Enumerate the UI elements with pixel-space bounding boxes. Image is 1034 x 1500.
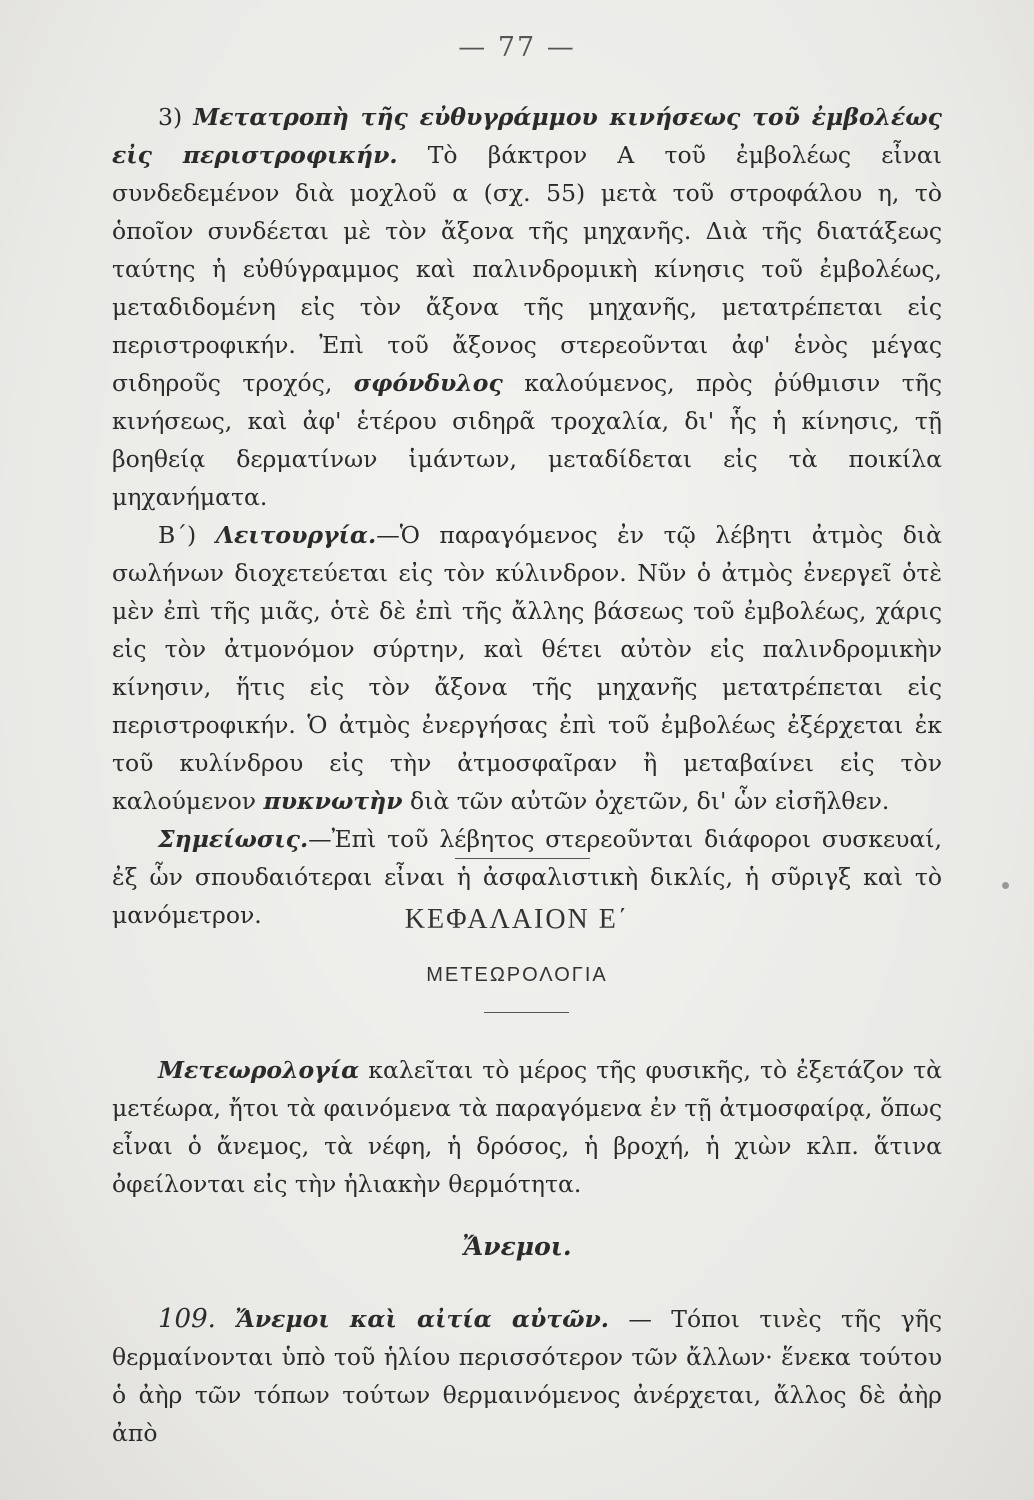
term-meteorology: Μετεωρολογία	[158, 1056, 360, 1084]
paragraph-title: Ἄνεμοι καὶ αἰτία αὐτῶν.	[235, 1305, 609, 1333]
chapter-subtitle: ΜΕΤΕΩΡΟΛΟΓΙΑ	[426, 964, 608, 986]
paragraph-number: 3)	[158, 103, 194, 131]
paragraph-109	[112, 1300, 942, 1452]
chapter-title: ΚΕΦΑΛΑΙΟΝ Ε΄	[404, 904, 630, 935]
paragraph-definition	[112, 1051, 942, 1203]
paragraph-text: —Ὁ παραγόμενος ἐν τῷ λέβητι ἀτμὸς διὰ σωλήνων διοχετεύεται εἰς τὸν κύλινδρον. Νῦν ὁ ἀτμὸς ἐνεργεῖ ὁτὲ μὲν ἐπὶ τῆς μιᾶς, ὁτὲ δὲ ἐπὶ τῆς ἄλλης βάσεως τοῦ ἐμβολέως, χάρις εἰς τὸν ἀτμονόμον σύρτην, καὶ θέτει αὐτὸν εἰς παλινδρομικὴν κίνησιν, ἥτις εἰς τὸν ἄξονα τῆς μηχανῆς μετατρέπεται εἰς περιστροφικήν. Ὁ ἀτμὸς ἐνεργήσας ἐπὶ τοῦ ἐμβολέως ἐξέρχεται ἐκ τοῦ κυλίνδρου εἰς τὴν ἀτμοσφαῖραν ἢ μεταβαίνει εἰς τὸν καλούμενον	[112, 521, 942, 815]
paragraph-conversion	[112, 98, 942, 516]
section-winds	[112, 1300, 942, 1452]
paragraph-text: Τὸ βάκτρον Α τοῦ ἐμβολέως εἶναι συνδεδεμένον διὰ μοχλοῦ α (σχ. 55) μετὰ τοῦ στροφάλου η, τὸ ὁποῖον συνδέεται μὲ τὸν ἄξονα τῆς μηχανῆς. Διὰ τῆς διατάξεως ταύτης ἡ εὐθύγραμμος καὶ παλινδρομικὴ κίνησις τοῦ ἐμβολέως, μεταδιδομένη εἰς τὸν ἄξονα τῆς μηχανῆς, μετατρέπεται εἰς περιστροφικήν. Ἐπὶ τοῦ ἄξονος στερεοῦνται ἀφ' ἑνὸς μέγας σιδηροῦς τροχός,	[112, 141, 942, 397]
definition-text: καλεῖται τὸ μέρος τῆς φυσικῆς, τὸ ἐξετάζον τὰ μετέωρα, ἤτοι τὰ φαινόμενα τὰ παραγόμενα ἐν τῇ ἀτμοσφαίρᾳ, ὅπως εἶναι ὁ ἄνεμος, τὰ νέφη, ἡ δρόσος, ἡ βροχή, ἡ χιὼν κλπ. ἅτινα ὀφείλονται εἰς τὴν ἡλιακὴν θερμότητα.	[112, 1056, 942, 1198]
paragraph-number: Β΄)	[158, 521, 216, 549]
divider-chapter	[484, 1012, 569, 1013]
section-steam-engine	[112, 98, 942, 934]
page-number: — 77 —	[458, 32, 576, 63]
print-speck	[1002, 882, 1009, 889]
paragraph-title: Μετατροπὴ τῆς εὐθυγράμμου κινήσεως τοῦ ἐμβολέως εἰς περιστροφικήν.	[112, 103, 942, 169]
note-text: —Ἐπὶ τοῦ λέβητος στερεοῦνται διάφοροι συσκευαί, ἐξ ὧν σπουδαιότεραι εἶναι ἡ ἀσφαλιστικὴ δικλίς, ἡ σῦριγξ καὶ τὸ μανόμετρον.	[112, 825, 942, 929]
paragraph-number: 109.	[158, 1304, 216, 1334]
paragraph-operation	[112, 516, 942, 820]
paragraph-text-continued: καλούμενος, πρὸς ῥύθμισιν τῆς κινήσεως, καὶ ἀφ' ἑτέρου σιδηρᾶ τροχαλία, δι' ἧς ἡ κίνησις, τῇ βοηθείᾳ δερματίνων ἱμάντων, μεταδίδεται εἰς τὰ ποικίλα μηχανήματα.	[112, 369, 942, 511]
note-title: Σημείωσις.	[158, 825, 309, 853]
paragraph-text: — Τόποι τινὲς τῆς γῆς θερμαίνονται ὑπὸ τοῦ ἡλίου περισσότερον τῶν ἄλλων· ἕνεκα τούτου ὁ ἀὴρ τῶν τόπων τούτων θερμαινόμενος ἀνέρχεται, ἄλλος δὲ ἀὴρ ἀπὸ	[112, 1305, 942, 1447]
paragraph-text-continued: διὰ τῶν αὐτῶν ὀχετῶν, δι' ὧν εἰσῆλθεν.	[402, 787, 890, 815]
subheading-winds: Ἄνεμοι.	[462, 1232, 572, 1261]
paragraph-title: Λειτουργία.	[215, 521, 377, 549]
divider-top	[455, 858, 590, 859]
term-flywheel: σφόνδυλος	[353, 369, 503, 397]
section-meteorology-intro	[112, 1051, 942, 1203]
term-condenser: πυκνωτὴν	[263, 787, 403, 815]
